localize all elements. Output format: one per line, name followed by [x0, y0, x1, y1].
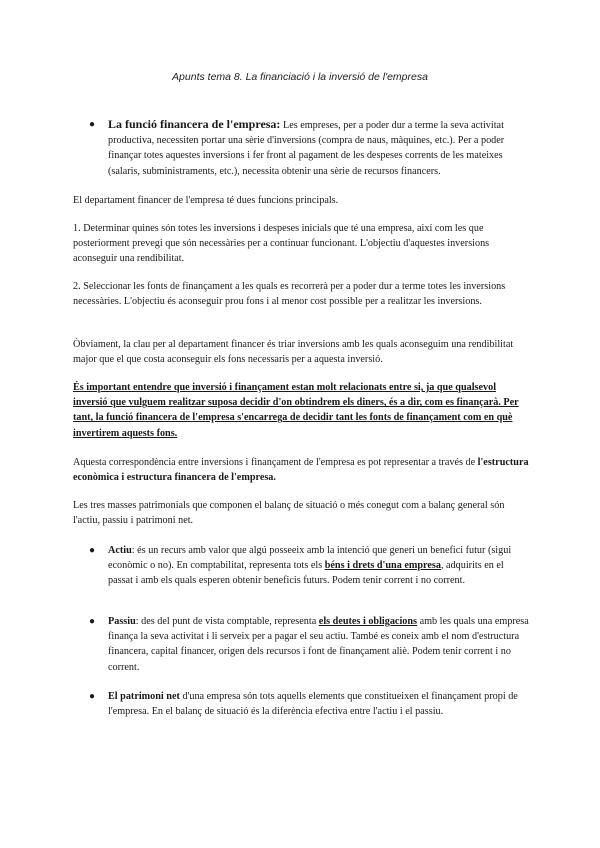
paragraph-important: És important entendre que inversió i finançament estan molt relacionats entre si, ja que qualsevol inversió que vulguem realitzar suposa decidir d'on obtindrem els diners, és a dir, com es finançarà. Per tant, la funció financera de l'empresa s'encarrega de decidir tant les fonts de finançament com en què invertirem aquests fons. — [73, 382, 519, 439]
bullet-actiu — [91, 543, 529, 589]
bullet-patrimoni-net — [91, 689, 529, 719]
bullet-term: El patrimoni net — [108, 691, 180, 702]
paragraph-structure — [73, 455, 529, 485]
bullet-text: d'una empresa són tots aquells elements que constitueixen el finançament propi de l'empresa. En el balanç de situació és la diferència efectiva entre l'actiu i el passiu. — [108, 691, 518, 718]
structure-text: Aquesta correspondència entre inversions i finançament de l'empresa es pot representar a través de — [73, 457, 478, 468]
page-header: Apunts tema 8. La financiació i la inversió de l'empresa — [172, 71, 428, 83]
bullet-icon: ● — [89, 545, 96, 556]
bullet-term: Actiu — [108, 545, 132, 556]
bullet-highlight: els deutes i obligacions — [318, 616, 418, 627]
bullet-text-end: amb les quals una empresa finança la seva activitat i li serveix per a pagar el seu actiu. També es coneix amb el nom d'estructura financera, capital financer, origen dels recursos i font de finançament aliè. Podem tenir corrent i no corrent. — [108, 616, 529, 673]
bullet-text-end: , adquirits en el passat i amb els quals esperen obtenir beneficis futurs. Podem tenir corrent i no corrent. — [108, 560, 504, 587]
intro-term: La funció financera de l'empresa: — [108, 117, 281, 131]
bullet-icon: ● — [89, 616, 96, 627]
intro-bullet — [91, 117, 529, 179]
structure-term: l'estructura econòmica i estructura financera de l'empresa. — [73, 457, 529, 484]
bullet-text: : és un recurs amb valor que algú posseeix amb la intenció que generi un benefici futur (sigui econòmic o no). En comptabilitat, representa tots els — [108, 545, 512, 572]
bullet-icon: ● — [89, 119, 96, 130]
paragraph-functions: El departament financer de l'empresa té dues funcions principals. — [73, 195, 339, 206]
bullet-term: Passiu — [108, 616, 136, 627]
bullet-highlight: béns i drets d'una empresa — [324, 560, 441, 572]
bullet-icon: ● — [89, 691, 96, 702]
intro-text: Les empreses, per a poder dur a terme la seva activitat productiva, necessiten portar una sèrie d'inversions (compra de naus, màquines, etc.). Per a poder finançar totes aquestes inversions i fer front al pagament de les despeses corrents de les mateixes (salaris, subministraments, etc.), necessita obtenir una sèrie de recursos financers. — [108, 120, 505, 177]
paragraph-masses: Les tres masses patrimonials que componen el balanç de situació o més conegut com a balanç general són l'actiu, passiu i patrimoni net. — [73, 500, 505, 527]
paragraph-key: Òbviament, la clau per al departament financer és triar inversions amb les quals aconseguim una rendibilitat major que el que costa aconseguir els fons necessaris per a aquesta inversió. — [73, 339, 514, 366]
bullet-text: : des del punt de vista comptable, representa — [135, 616, 319, 627]
paragraph-function-1: 1. Determinar quines són totes les inversions i despeses inicials que té una empresa, així com les que posteriorment prevegi que són necessàries per a continuar funcionant. L'objectiu d'aquestes inversions aconseguir una rendibilitat. — [73, 223, 490, 265]
bullet-passiu — [91, 614, 529, 675]
paragraph-function-2: 2. Seleccionar les fonts de finançament a les quals es recorrerà per a poder dur a terme totes les inversions necessàries. L'objectiu és aconseguir prou fons i al menor cost possible per a realitzar les inversions. — [73, 281, 506, 308]
